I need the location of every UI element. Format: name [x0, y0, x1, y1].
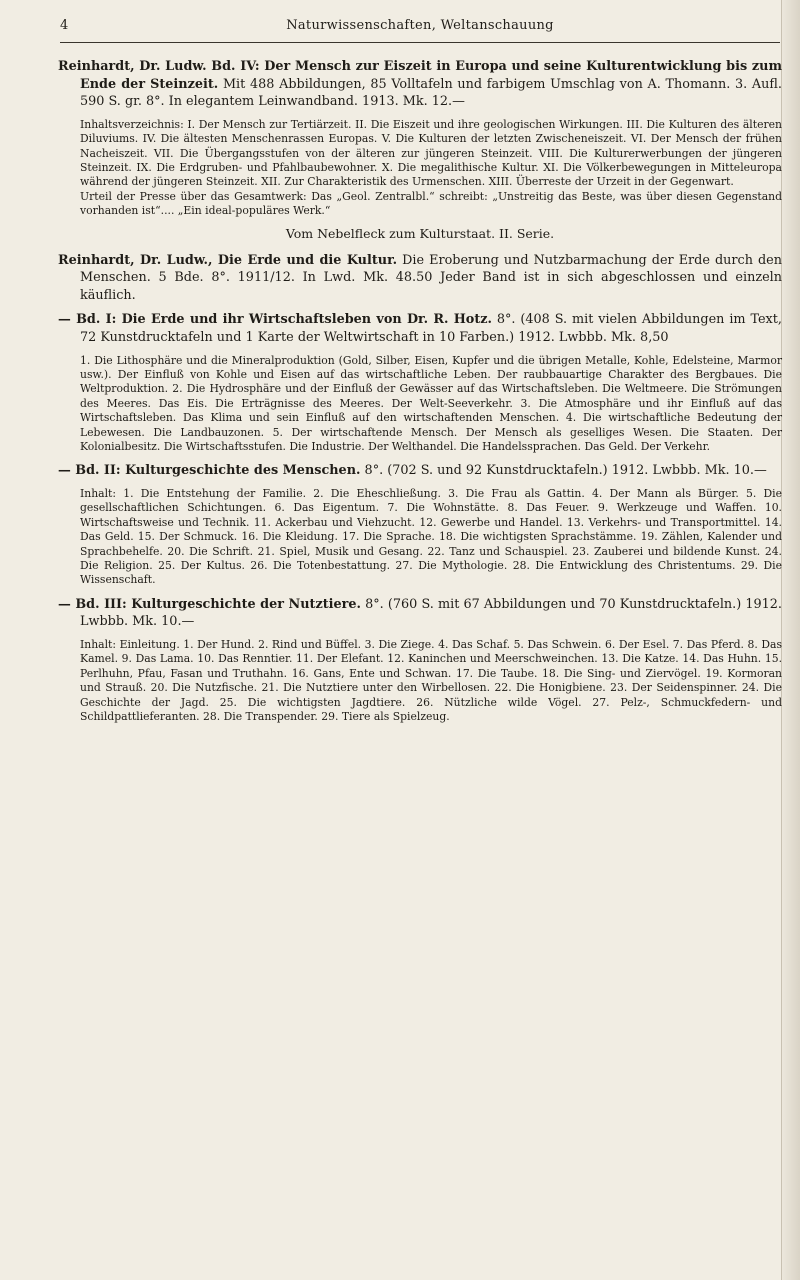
volume-details: 8°. (702 S. und 92 Kunstdrucktafeln.) 1912. Lwbbb. Mk. 10.— — [364, 463, 767, 479]
volume-contents: Inhalt: Einleitung. 1. Der Hund. 2. Rind und Büffel. 3. Die Ziege. 4. Das Schaf. 5. Das Schwein. 6. Der Esel. 7. Das Pferd. 8. Das Kamel. 9. Das Lama. 10. Das Renntier. 11. Der Elefant. 12. Kaninchen und Meerschweinchen. 13. Die Katze. 14. Das Huhn. 15. Perlhuhn, Pfau, Fasan und Truthahn. 16. Gans, Ente und Schwan. 17. Die Taube. 18. Die Sing- und Ziervögel. 19. Kormoran und Strauß. 20. Die Nutzfische. 21. Die Nutztiere unter den Wirbellosen. 22. Die Honigbiene. 23. Der Seidenspinner. 24. Die Geschichte der Jagd. 25. Die wichtigsten Jagdtiere. 26. Nützliche wilde Vögel. 27. Pelz-, Schmuckfedern- und Schildpattlieferanten. 28. Die Transpender. 29. Tiere als Spielzeug. — [80, 638, 782, 724]
catalog-entry — [58, 58, 782, 111]
page-edge — [781, 0, 800, 1280]
volume-contents: Inhalt: 1. Die Entstehung der Familie. 2. Die Eheschließung. 3. Die Frau als Gattin. 4. Der Mann als Bürger. 5. Die gesellschaftlichen Schichtungen. 6. Das Eigentum. 7. Die Wohnstätte. 8. Das Feuer. 9. Werkzeuge und Waffen. 10. Wirtschaftsweise und Technik. 11. Ackerbau und Viehzucht. 12. Gewerbe und Handel. 13. Verkehrs- und Transportmittel. 14. Das Geld. 15. Der Schmuck. 16. Die Kleidung. 17. Die Sprache. 18. Die wichtigsten Sprachstämme. 19. Zählen, Kalender und Sprachbehelfe. 20. Die Schrift. 21. Spiel, Musik und Gesang. 22. Tanz und Schauspiel. 23. Zauberei und bildende Kunst. 24. Die Religion. 25. Der Kultus. 26. Die Totenbestattung. 27. Die Mythologie. 28. Die Entwicklung des Christentums. 29. Die Wissenschaft. — [80, 487, 782, 587]
volume-details: 8°. (408 S. mit vielen Abbildungen im Text, 72 Kunstdrucktafeln und 1 Karte der Weltwirtschaft in 10 Farben.) 1912. Lwbbb. Mk. 8,50 — [80, 312, 782, 345]
volume-title: — Bd. III: Kulturgeschichte der Nutztiere. — [58, 596, 361, 612]
entry-contents: Inhaltsverzeichnis: I. Der Mensch zur Tertiärzeit. II. Die Eiszeit und ihre geologischen Wirkungen. III. Die Kulturen des älteren Diluviums. IV. Die ältesten Menschenrassen Europas. V. Die Kulturen der letzten Zwischeneiszeit. VI. Der Mensch der frühen Nacheiszeit. VII. Die Übergangsstufen von der älteren zur jüngeren Steinzeit. VIII. Die Kulturerwerbungen der jüngeren Steinzeit. IX. Die Erdgruben- und Pfahlbaubewohner. X. Die megalithische Kultur. XI. Die Völkerbewegungen in Mitteleuropa während der jüngeren Steinzeit. XII. Zur Charakteristik des Urmenschen. XIII. Überreste der Urzeit in der Gegenwart. — [80, 117, 782, 189]
catalog-text — [58, 58, 782, 725]
press-review: Urteil der Presse über das Gesamtwerk: Das „Geol. Zentralbl.“ schreibt: „Unstreitig das Beste, was über diesen Gegenstand vorhanden ist“.... „Ein ideal-populäres Werk.“ — [80, 189, 782, 218]
volume-contents: 1. Die Lithosphäre und die Mineralproduktion (Gold, Silber, Eisen, Kupfer und die übrigen Metalle, Kohle, Edelsteine, Marmor usw.). Der Einfluß von Kohle und Eisen auf das wirtschaftliche Leben. Der raubbauartige Charakter des Bergbaues. Die Weltproduktion. 2. Die Hydrosphäre und der Einfluß der Gewässer auf das Wirtschaftsleben. Die Weltmeere. Die Strömungen des Meeres. Das Eis. Die Erträgnisse des Meeres. Der Welt-Seeverkehr. 3. Die Atmosphäre und ihr Einfluß auf das Wirtschaftsleben. Das Klima und sein Einfluß auf den wirtschaftenden Menschen. 4. Die wirtschaftliche Bedeutung der Lebewesen. Die Landbauzonen. 5. Der wirtschaftende Mensch. Der Mensch als geselliges Wesen. Die Staaten. Der Kolonialbesitz. Die Wirtschaftsstufen. Die Industrie. Der Welthandel. Die Handelssprachen. Das Geld. Der Verkehr. — [80, 353, 782, 454]
page-number: 4 — [60, 18, 69, 33]
series-text: Die Eroberung und Nutzbarmachung der Erde durch den Menschen. 5 Bde. 8°. 1911/12. In Lwd. Mk. 48.50 Jeder Band ist in sich abgeschlossen und einzeln käuflich. — [80, 252, 782, 303]
header-rule — [60, 42, 780, 43]
volume-title: — Bd. I: Die Erde und ihr Wirtschaftsleben von Dr. R. Hotz. — [58, 312, 492, 328]
page-header — [60, 18, 780, 44]
series-note: Vom Nebelfleck zum Kulturstaat. II. Serie. — [285, 225, 555, 241]
running-title: Naturwissenschaften, Weltanschauung — [286, 18, 554, 33]
series-heading: Reinhardt, Dr. Ludw., Die Erde und die Kultur. — [58, 252, 398, 268]
volume-title: — Bd. II: Kulturgeschichte des Menschen. — [58, 463, 361, 479]
volume-entry — [58, 462, 782, 480]
volume-entry — [58, 311, 782, 346]
series-entry — [58, 252, 782, 305]
entry-details: Mit 488 Abbildungen, 85 Volltafeln und farbigem Umschlag von A. Thomann. 3. Aufl. 590 S. gr. 8°. In elegantem Leinwandband. 1913. Mk. 12.— — [80, 76, 782, 110]
entry-heading: Reinhardt, Dr. Ludw. Bd. IV: Der Mensch zur Eiszeit in Europa und seine Kulturentwicklung bis zum Ende der Steinzeit. — [58, 59, 782, 92]
volume-entry — [58, 596, 782, 631]
volume-details: 8°. (760 S. mit 67 Abbildungen und 70 Kunstdrucktafeln.) 1912. Lwbbb. Mk. 10.— — [80, 596, 782, 630]
